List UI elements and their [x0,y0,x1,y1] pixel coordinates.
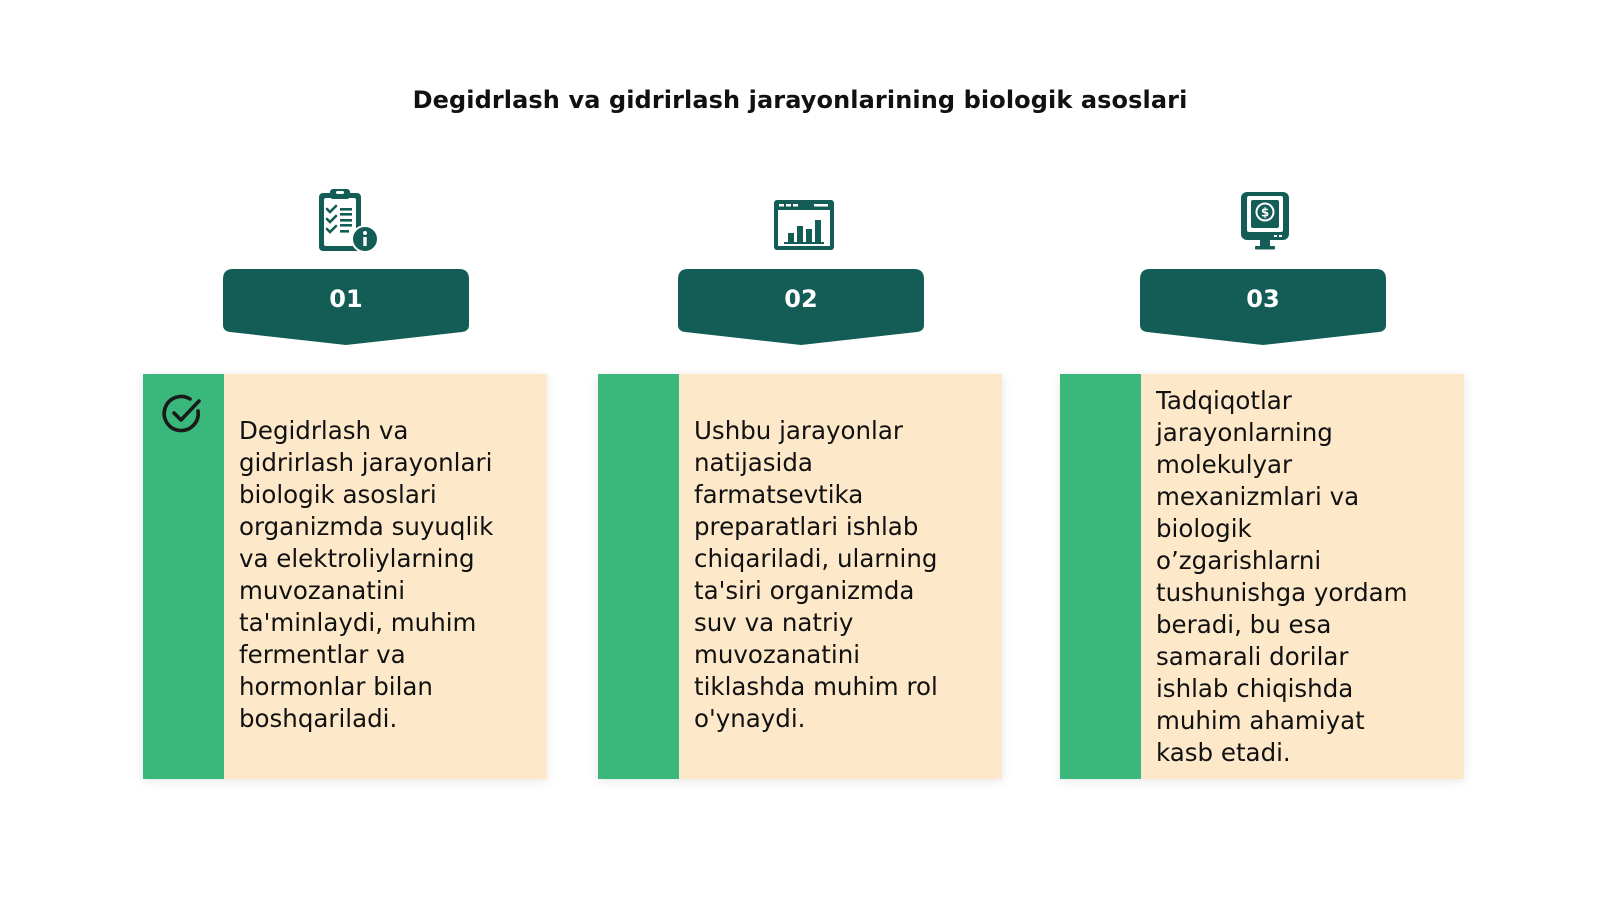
card-body [679,374,1002,779]
step-column-1 [143,0,553,900]
bar-chart-window-icon [768,186,838,256]
svg-text:$: $ [1260,205,1270,220]
check-circle-icon [160,391,206,437]
step-card [1060,374,1464,779]
step-card [598,374,1002,779]
step-column-3 [1060,0,1470,900]
card-body [1141,374,1464,779]
step-card [143,374,547,779]
clipboard-checklist-info-icon [313,186,383,256]
monitor-dollar-icon [1230,186,1300,256]
card-accent-strip [1060,374,1141,779]
card-accent-strip [598,374,679,779]
step-number: 03 [1246,285,1280,313]
card-accent-strip [143,374,224,779]
step-badge [1140,269,1386,347]
step-column-2 [598,0,1008,900]
step-number: 01 [329,285,363,313]
card-body [224,374,547,779]
page-title: Degidrlash va gidrirlash jarayonlarining biologik asoslari [412,86,1188,114]
step-badge [223,269,469,347]
card-text: Ushbu jarayonlar natijasida farmatsevtika preparatlari ishlab chiqariladi, ularning ta'siri organizmda suv va natriy muvozanatini tiklashda muhim rol o'ynaydi. [694,416,938,733]
step-number: 02 [784,285,818,313]
card-text: Tadqiqotlar jarayonlarning molekulyar mexanizmlari va biologik o’zgarishlarni tushunishga yordam beradi, bu esa samarali dorilar ishlab chiqishda muhim ahamiyat kasb etadi. [1156,386,1408,767]
step-badge [678,269,924,347]
card-text: Degidrlash va gidrirlash jarayonlari biologik asoslari organizmda suyuqlik va elektroliylarning muvozanatini ta'minlaydi, muhim fermentlar va hormonlar bilan boshqariladi. [239,416,494,733]
